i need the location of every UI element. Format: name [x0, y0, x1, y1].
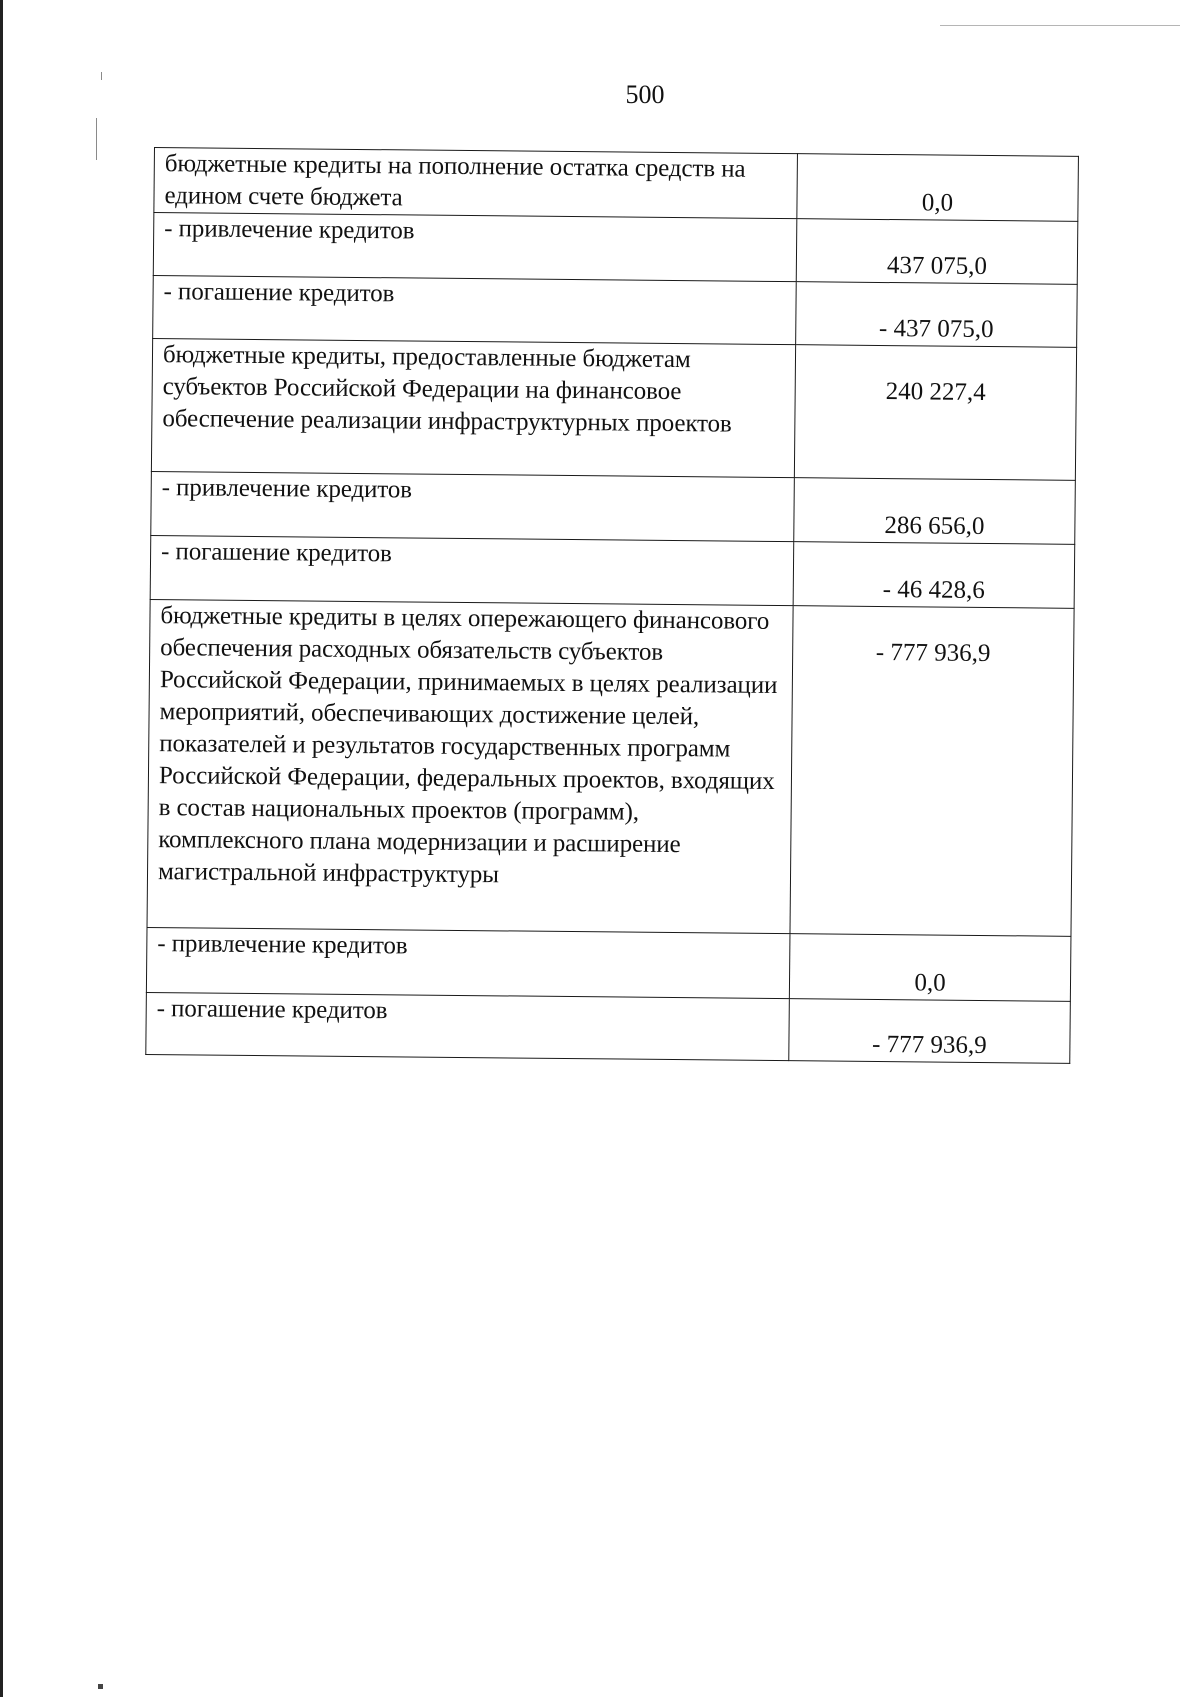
row-label: - привлечение кредитов: [153, 213, 797, 282]
row-value: - 777 936,9: [790, 606, 1074, 937]
row-label: - погашение кредитов: [150, 535, 794, 605]
table-row: [147, 599, 1074, 936]
row-label: бюджетные кредиты, предоставленные бюджетам субъектов Российской Федерации на финансовое обеспечение реализации инфраструктурных проектов: [151, 338, 795, 477]
table-row: [146, 992, 1071, 1063]
scan-left-edge: [0, 0, 3, 1697]
table-row: [151, 338, 1076, 480]
row-value: 0,0: [789, 934, 1071, 1002]
table-row: [153, 213, 1078, 285]
table-row: [150, 535, 1075, 608]
table-row: [153, 275, 1078, 347]
row-label: - привлечение кредитов: [151, 471, 795, 541]
table-row: [151, 471, 1076, 544]
row-value: 240 227,4: [794, 345, 1076, 481]
row-value: 437 075,0: [796, 219, 1078, 285]
row-value: - 777 936,9: [789, 999, 1071, 1064]
row-label: бюджетные кредиты в целях опережающего финансового обеспечения расходных обязательств субъектов Российской Федерации, принимаемых в целях реализации мероприятий, обеспечивающих достижение целей, показателей и результатов государственных программ Российской Федерации, федеральных проектов, входящих в состав национальных проектов (программ), комплексного плана модернизации и расширение магистральной инфраструктуры: [147, 599, 793, 933]
page-number: 500: [625, 80, 665, 109]
row-value: - 46 428,6: [793, 542, 1075, 609]
row-label: - погашение кредитов: [146, 992, 790, 1060]
row-value: 286 656,0: [794, 478, 1076, 545]
row-label: - привлечение кредитов: [146, 927, 790, 998]
scan-mark: [101, 72, 102, 80]
scan-mark: [96, 118, 97, 160]
row-value: 0,0: [797, 154, 1079, 222]
table-row: [146, 927, 1071, 1001]
budget-credits-table: [145, 147, 1079, 1064]
scan-mark: [940, 25, 1180, 26]
table-row: [154, 148, 1079, 222]
row-value: - 437 075,0: [796, 282, 1078, 348]
row-label: бюджетные кредиты на пополнение остатка средств на едином счете бюджета: [154, 148, 798, 219]
row-label: - погашение кредитов: [153, 275, 797, 344]
scan-mark: [98, 1684, 103, 1689]
